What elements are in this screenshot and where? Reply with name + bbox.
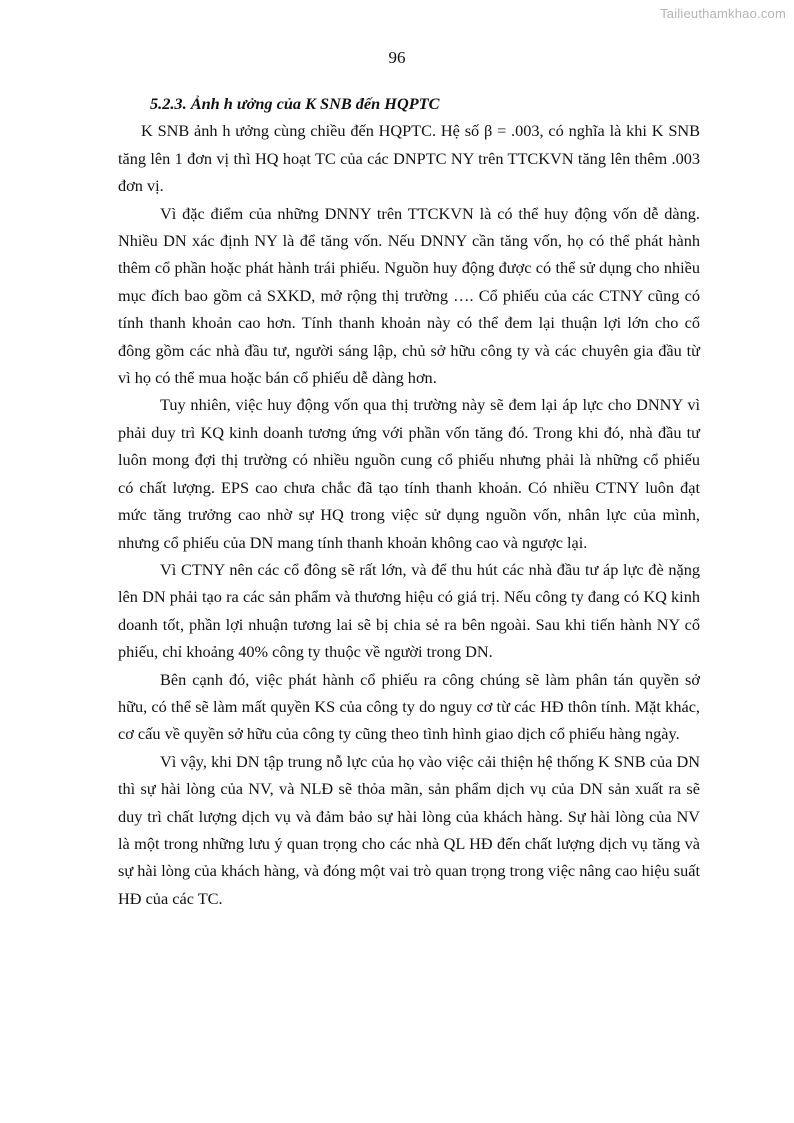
paragraph: Bên cạnh đó, việc phát hành cổ phiếu ra công chúng sẽ làm phân tán quyền sở hữu, có thể sẽ làm mất quyền KS của công ty do nguy cơ từ các HĐ thôn tính. Mặt khác, cơ cấu về quyền sở hữu của công ty cũng theo tình hình giao dịch cổ phiếu hàng ngày.	[118, 669, 700, 744]
paragraph: Tuy nhiên, việc huy động vốn qua thị trường này sẽ đem lại áp lực cho DNNY vì phải duy trì KQ kinh doanh tương ứng với phần vốn tăng đó. Trong khi đó, nhà đầu tư luôn mong đợi thị trường có nhiều nguồn cung cổ phiếu nhưng phải là những cổ phiếu có chất lượng. EPS cao chưa chắc đã tạo tính thanh khoản. Có nhiều CTNY luôn đạt mức tăng trưởng cao nhờ sự HQ trong việc sử dụng nguồn vốn, nhân lực của mình, nhưng cổ phiếu của DN mang tính thanh khoản không cao và ngược lại.	[118, 395, 700, 552]
document-body	[118, 90, 700, 912]
page-number: 96	[388, 48, 406, 67]
paragraph: K SNB ảnh h ưởng cùng chiều đến HQPTC. Hệ số β = .003, có nghĩa là khi K SNB tăng lên 1 đơn vị thì HQ hoạt TC của các DNPTC NY trên TTCKVN tăng lên thêm .003 đơn vị.	[118, 121, 700, 196]
paragraph: Vì CTNY nên các cổ đông sẽ rất lớn, và để thu hút các nhà đầu tư áp lực đè nặng lên DN phải tạo ra các sản phẩm và thương hiệu có giá trị. Nếu công ty đang có KQ kinh doanh tốt, phần lợi nhuận tương lai sẽ bị chia sẻ ra bên ngoài. Sau khi tiến hành NY cổ phiếu, chỉ khoảng 40% công ty thuộc về người trong DN.	[118, 559, 700, 662]
watermark: Tailieuthamkhao.com	[660, 6, 786, 21]
paragraph: Vì vậy, khi DN tập trung nỗ lực của họ vào việc cải thiện hệ thống K SNB của DN thì sự hài lòng của NV, và NLĐ sẽ thỏa mãn, sản phẩm dịch vụ của DN sản xuất ra sẽ duy trì chất lượng dịch vụ và đảm bảo sự hài lòng của khách hàng. Sự hài lòng của NV là một trong những lưu ý quan trọng cho các nhà QL HĐ đến chất lượng dịch vụ tăng và sự hài lòng của khách hàng, và đóng một vai trò quan trọng trong việc nâng cao hiệu suất HĐ của các TC.	[118, 751, 700, 908]
section-heading: 5.2.3. Ảnh h ưởng của K SNB đến HQPTC	[150, 94, 440, 113]
paragraph: Vì đặc điểm của những DNNY trên TTCKVN là có thể huy động vốn dễ dàng. Nhiều DN xác định NY là để tăng vốn. Nếu DNNY cần tăng vốn, họ có thể phát hành thêm cổ phần hoặc phát hành trái phiếu. Nguồn huy động được có thể sử dụng cho nhiều mục đích bao gồm cả SXKD, mở rộng thị trường …. Cổ phiếu của các CTNY cũng có tính thanh khoản cao hơn. Tính thanh khoản này có thể đem lại thuận lợi lớn cho cổ đông gồm các nhà đầu tư, người sáng lập, chủ sở hữu công ty và các chuyên gia đầu từ vì họ có thể mua hoặc bán cổ phiếu dễ dàng hơn.	[118, 203, 700, 388]
